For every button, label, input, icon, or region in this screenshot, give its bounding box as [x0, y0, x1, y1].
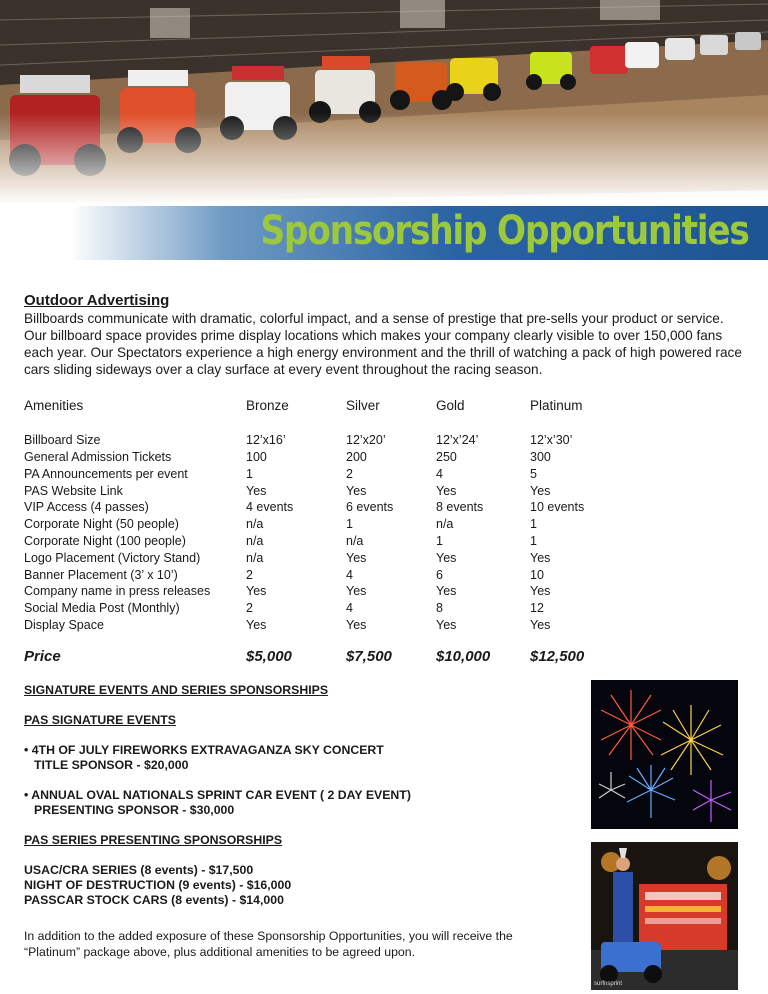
amenity-value: 5: [530, 466, 537, 481]
table-row: [24, 533, 610, 550]
victory-lane-photo: [591, 842, 738, 990]
page-title: Sponsorship Opportunities: [259, 208, 748, 254]
amenity-value: 100: [246, 449, 267, 464]
column-header: Gold: [436, 397, 465, 413]
amenity-value: Yes: [246, 617, 267, 632]
amenity-value: 4 events: [246, 500, 294, 515]
amenity-value: 2: [346, 466, 353, 481]
amenity-value: 1: [246, 466, 253, 481]
series-list: [24, 863, 564, 908]
amenity-value: 2: [246, 567, 253, 582]
outdoor-advertising-body: Billboards communicate with dramatic, colorful impact, and a sense of prestige that pre-sells your product or service. Our billboard space provides prime display locations which makes your company clearly visible to over 150,000 fans each year. Our Spectators experience a high energy environment and the thrill of watching a pack of high powered race cars sliding sideways over a clay surface at every event throughout the racing season.: [24, 311, 742, 377]
list-item: NIGHT OF DESTRUCTION (9 events) - $16,000: [24, 878, 292, 892]
amenity-value: Yes: [530, 483, 551, 498]
fireworks-illustration: [591, 680, 738, 829]
amenity-value: 12’x20’: [346, 433, 386, 448]
amenity-value: n/a: [436, 517, 454, 532]
amenity-value: Yes: [246, 584, 267, 599]
fireworks-photo: [591, 680, 738, 829]
amenity-value: Yes: [346, 550, 367, 565]
amenity-value: 4: [346, 567, 353, 582]
table-row: [24, 499, 610, 516]
amenity-value: 6: [436, 567, 443, 582]
amenity-name: Banner Placement (3’ x 10’): [24, 567, 178, 582]
events-section: [24, 683, 564, 908]
amenity-name: Billboard Size: [24, 433, 101, 448]
outdoor-advertising-section: [24, 292, 744, 378]
table-header-row: [24, 395, 610, 415]
amenity-value: 300: [530, 449, 551, 464]
title-band: [70, 206, 768, 260]
table-row: [24, 465, 610, 482]
list-item: [24, 788, 564, 818]
amenity-value: Yes: [246, 483, 267, 498]
amenity-value: 1: [346, 517, 353, 532]
signature-event-line: • 4TH OF JULY FIREWORKS EXTRAVAGANZA SKY CONCERT: [24, 743, 384, 757]
amenity-value: 1: [530, 517, 537, 532]
table-row: [24, 549, 610, 566]
amenity-value: Yes: [346, 483, 367, 498]
amenity-name: General Admission Tickets: [24, 449, 172, 464]
amenity-value: 8 events: [436, 500, 484, 515]
signature-event-sponsor: TITLE SPONSOR - $20,000: [34, 758, 189, 772]
amenity-value: 10 events: [530, 500, 585, 515]
table-row: [24, 583, 610, 600]
amenity-value: 12: [530, 601, 544, 616]
photo-credit: surfnsprint: [594, 981, 623, 987]
amenity-value: 6 events: [346, 500, 394, 515]
price-bronze: $5,000: [246, 648, 292, 665]
amenity-value: Yes: [436, 584, 457, 599]
amenity-name: Social Media Post (Monthly): [24, 601, 180, 616]
price-platinum: $12,500: [530, 648, 585, 665]
amenity-value: n/a: [346, 533, 364, 548]
amenity-value: Yes: [530, 617, 551, 632]
amenity-name: Corporate Night (50 people): [24, 517, 179, 532]
sprint-cars-illustration: [0, 0, 768, 205]
events-heading: SIGNATURE EVENTS AND SERIES SPONSORSHIPS: [24, 683, 329, 697]
list-item: USAC/CRA SERIES (8 events) - $17,500: [24, 863, 254, 877]
amenity-value: 250: [436, 449, 457, 464]
amenity-value: Yes: [346, 584, 367, 599]
signature-event-line: • ANNUAL OVAL NATIONALS SPRINT CAR EVENT ( 2 DAY EVENT): [24, 788, 411, 802]
amenity-value: n/a: [246, 550, 264, 565]
amenity-value: Yes: [530, 584, 551, 599]
amenity-value: 4: [346, 601, 353, 616]
table-row: [24, 432, 610, 449]
hero-photo: [0, 0, 768, 205]
amenity-name: Company name in press releases: [24, 584, 211, 599]
column-header: Amenities: [24, 397, 84, 413]
list-item: [24, 743, 564, 773]
column-header: Silver: [346, 397, 380, 413]
table-row: [24, 600, 610, 617]
amenity-value: Yes: [346, 617, 367, 632]
amenity-value: 1: [530, 533, 537, 548]
amenity-value: Yes: [436, 483, 457, 498]
amenity-value: Yes: [436, 617, 457, 632]
signature-event-sponsor: PRESENTING SPONSOR - $30,000: [34, 803, 235, 817]
amenity-value: Yes: [436, 550, 457, 565]
amenity-value: n/a: [246, 533, 264, 548]
column-header: Bronze: [246, 397, 289, 413]
outdoor-advertising-heading: Outdoor Advertising: [24, 292, 170, 309]
amenity-value: 4: [436, 466, 443, 481]
amenity-value: 2: [246, 601, 253, 616]
amenity-value: 1: [436, 533, 443, 548]
amenity-name: Logo Placement (Victory Stand): [24, 550, 201, 565]
amenity-name: PAS Website Link: [24, 483, 123, 498]
price-silver: $7,500: [346, 648, 392, 665]
amenity-name: Corporate Night (100 people): [24, 533, 186, 548]
amenity-value: 12’x’30’: [530, 433, 573, 448]
amenities-table-body: [24, 415, 610, 633]
amenity-value: 8: [436, 601, 443, 616]
table-row: [24, 482, 610, 499]
victory-lane-illustration: [591, 842, 738, 990]
table-row: [24, 516, 610, 533]
signature-events-heading: PAS SIGNATURE EVENTS: [24, 713, 176, 727]
price-label: Price: [24, 648, 61, 665]
table-row: [24, 617, 610, 634]
amenity-name: Display Space: [24, 617, 104, 632]
column-header: Platinum: [530, 397, 583, 413]
amenity-value: Yes: [530, 550, 551, 565]
amenity-value: 12’x’24’: [436, 433, 479, 448]
series-heading: PAS SERIES PRESENTING SPONSORSHIPS: [24, 833, 283, 847]
closing-text: In addition to the added exposure of these Sponsorship Opportunities, you will receive the “Platinum” package above, plus additional amenities to be agreed upon.: [24, 929, 513, 959]
amenity-value: 200: [346, 449, 367, 464]
price-gold: $10,000: [436, 648, 491, 665]
amenity-value: 12’x16’: [246, 433, 286, 448]
amenity-name: VIP Access (4 passes): [24, 500, 149, 515]
amenity-name: PA Announcements per event: [24, 466, 188, 481]
amenity-value: 10: [530, 567, 544, 582]
amenities-table: [24, 395, 610, 633]
list-item: PASSCAR STOCK CARS (8 events) - $14,000: [24, 893, 284, 907]
table-row: [24, 566, 610, 583]
amenity-value: n/a: [246, 517, 264, 532]
table-row: [24, 449, 610, 466]
